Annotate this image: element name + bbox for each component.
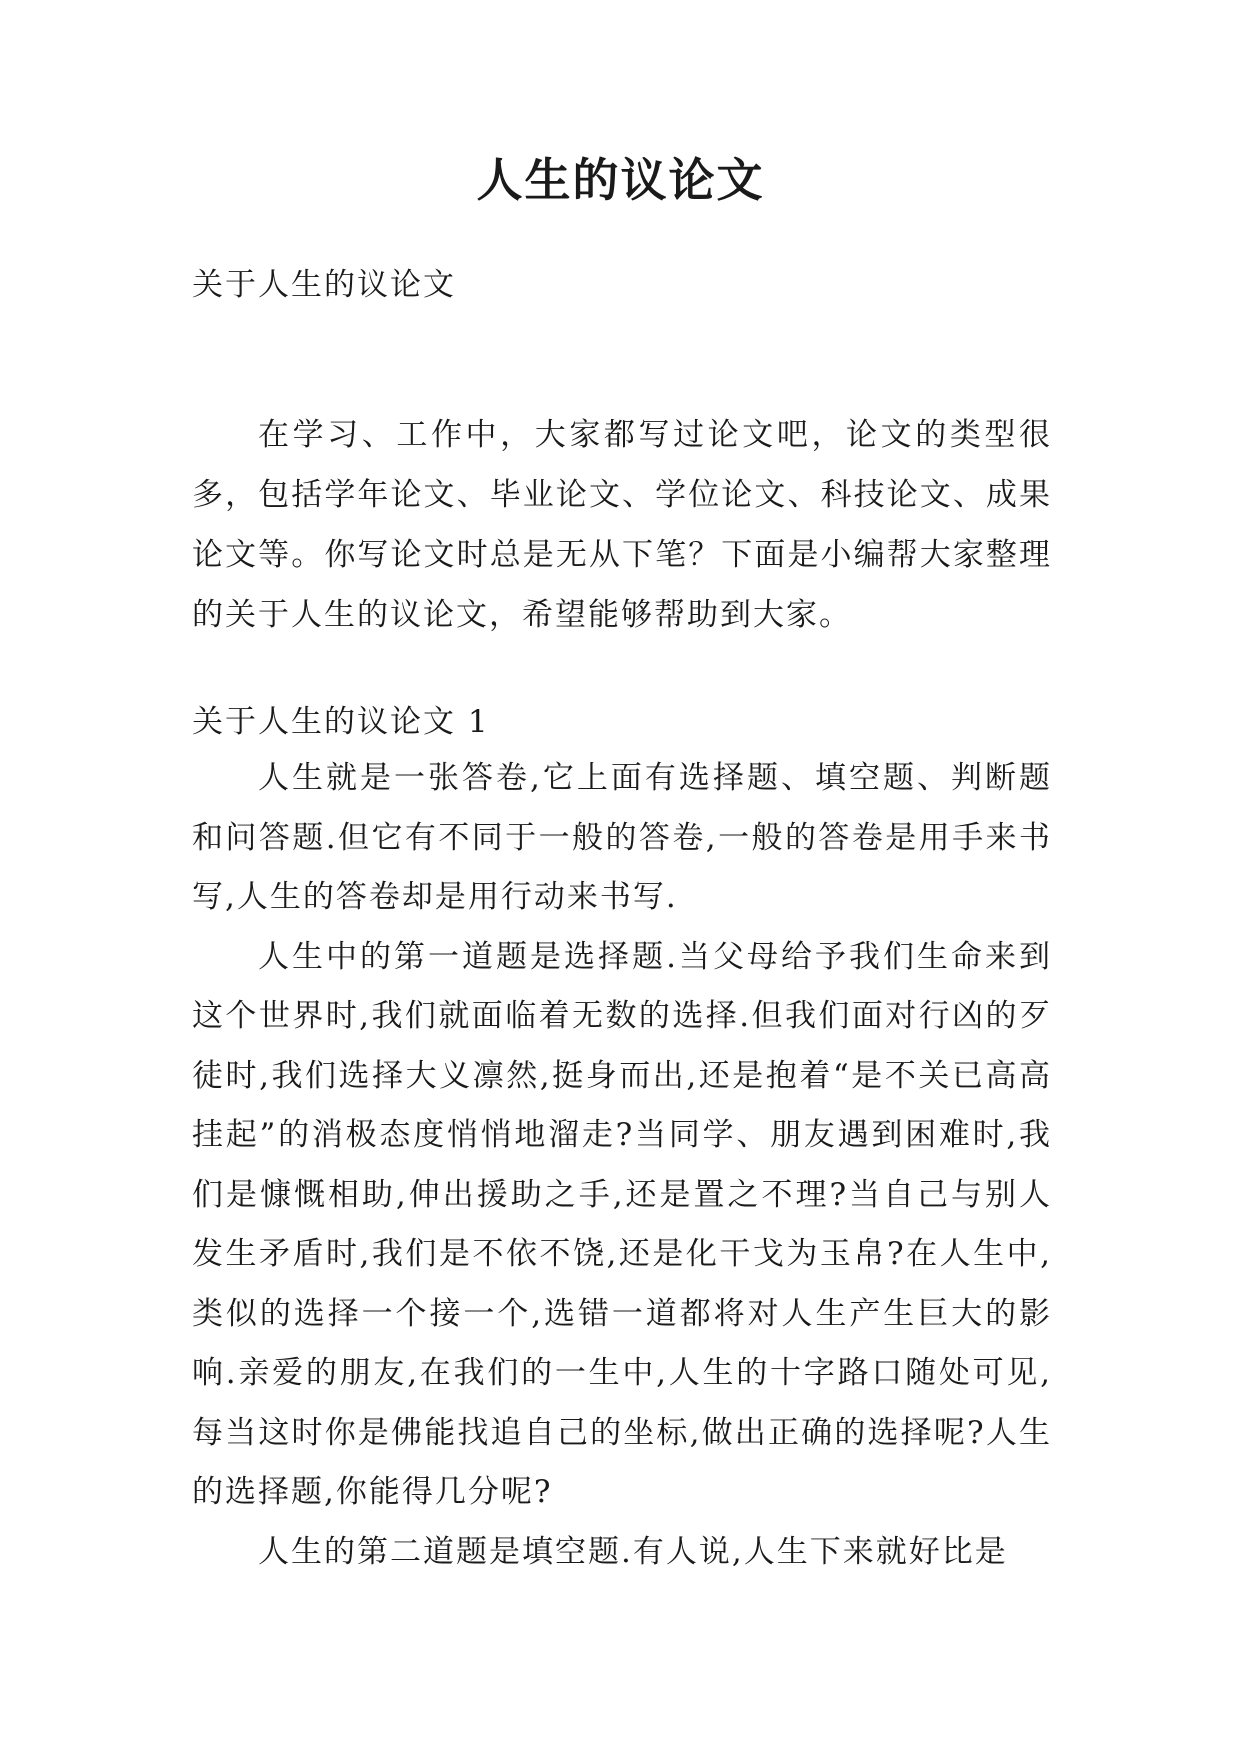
essay-body xyxy=(192,749,1052,1582)
document-title: 人生的议论文 xyxy=(476,153,765,207)
document-subtitle: 关于人生的议论文 xyxy=(192,267,456,303)
section-heading: 关于人生的议论文 1 xyxy=(192,704,490,740)
intro-paragraph: 在学习、工作中，大家都写过论文吧，论文的类型很多，包括学年论文、毕业论文、学位论文、科技论文、成果论文等。你写论文时总是无从下笔？下面是小编帮大家整理的关于人生的议论文，希望能够帮助到大家。 xyxy=(192,417,1052,633)
body-paragraph: 人生就是一张答卷,它上面有选择题、填空题、判断题和问答题.但它有不同于一般的答卷,一般的答卷是用手来书写,人生的答卷却是用行动来书写. xyxy=(192,760,1052,915)
body-paragraph: 人生中的第一道题是选择题.当父母给予我们生命来到这个世界时,我们就面临着无数的选择.但我们面对行凶的歹徒时,我们选择大义凛然,挺身而出,还是抱着“是不关已高高挂起”的消极态度悄悄地溜走?当同学、朋友遇到困难时,我们是慷慨相助,伸出援助之手,还是置之不理?当自己与别人发生矛盾时,我们是不依不饶,还是化干戈为玉帛?在人生中,类似的选择一个接一个,选错一道都将对人生产生巨大的影响.亲爱的朋友,在我们的一生中,人生的十字路口随处可见,每当这时你是佛能找追自己的坐标,做出正确的选择呢?人生的选择题,你能得几分呢? xyxy=(192,938,1052,1510)
body-paragraph: 人生的第二道题是填空题.有人说,人生下来就好比是 xyxy=(258,1533,1008,1570)
